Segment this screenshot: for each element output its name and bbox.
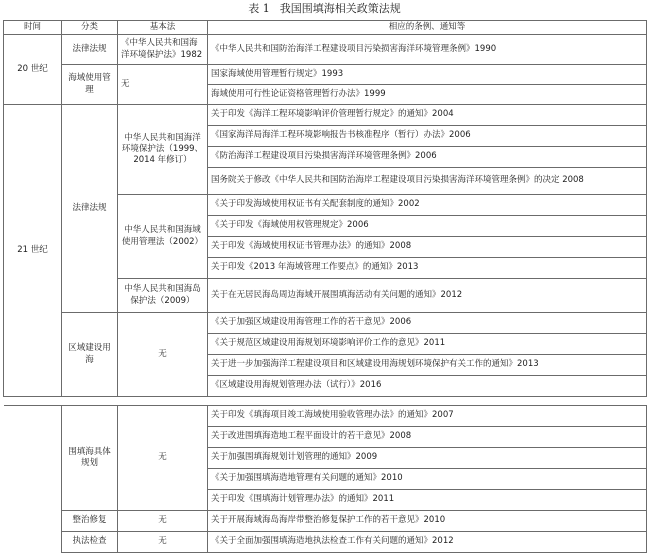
item-plan-4: 《关于加强围填海造地管理有关问题的通知》2010 [208,469,647,490]
header-items: 相应的条例、通知等 [208,21,647,35]
category-enforcement: 执法检查 [62,532,118,553]
item-use-2: 《关于印发《海域使用权管理规定》2006 [208,216,647,237]
item-island: 关于在无居民海岛周边海域开展围填海活动有关问题的通知》2012 [208,279,647,313]
time-20th: 20 世纪 [4,35,62,105]
item-env-4: 国务院关于修改《中华人民共和国防治海岸工程建设项目污染损害海洋环境管理条例》的决定 2008 [208,168,647,195]
table-row [4,313,647,334]
category-law-21: 法律法规 [62,105,118,313]
basic-enforcement: 无 [118,532,208,553]
item-env-1: 关于印发《海洋工程环境影响评价管理暂行规定》的通知》2004 [208,105,647,126]
item-regional-1: 《关于加强区域建设用海管理工作的若干意见》2006 [208,313,647,334]
item-env-2: 《国家海洋局海洋工程环境影响报告书核准程序（暂行）办法》2006 [208,126,647,147]
item-regional-4: 《区域建设用海规划管理办法（试行）》2016 [208,376,647,397]
item-regional-3: 关于进一步加强海洋工程建设项目和区域建设用海规划环境保护有关工作的通知》2013 [208,355,647,376]
basic-env-law: 中华人民共和国海洋环境保护法（1999、2014 年修订） [118,105,208,195]
item-plan-2: 关于改进围填海造地工程平面设计的若干意见》2008 [208,427,647,448]
basic-island-law: 中华人民共和国海岛保护法（2009） [118,279,208,313]
category-law-20: 法律法规 [62,35,118,65]
table-row [4,532,647,553]
item-use-4: 关于印发《2013 年海域管理工作要点》的通知》2013 [208,258,647,279]
category-planning: 围填海具体规划 [62,406,118,511]
table-row [4,406,647,427]
time-21st: 21 世纪 [4,105,62,397]
item-env-3: 《防治海洋工程建设项目污染损害海洋环境管理条例》2006 [208,147,647,168]
category-regional: 区域建设用海 [62,313,118,397]
item-plan-1: 关于印发《填海项目竣工海域使用验收管理办法》的通知》2007 [208,406,647,427]
basic-restoration: 无 [118,511,208,532]
header-basic-law: 基本法 [118,21,208,35]
item-20-law: 《中华人民共和国防治海洋工程建设项目污染损害海洋环境管理条例》1990 [208,35,647,65]
basic-regional: 无 [118,313,208,397]
item-regional-2: 《关于规范区域建设用海规划环境影响评价工作的意见》2011 [208,334,647,355]
category-sea-use-20: 海域使用管理 [62,65,118,105]
item-use-1: 《关于印发海域使用权证书有关配套制度的通知》2002 [208,195,647,216]
item-20-sea-2: 海域使用可行性论证资格管理暂行办法》1999 [208,85,647,105]
item-enforcement: 《关于全面加强围填海造地执法检查工作有关问题的通知》2012 [208,532,647,553]
table-number: 表 1 [248,2,270,15]
item-use-3: 关于印发《海域使用权证书管理办法》的通知》2008 [208,237,647,258]
table-row [4,105,647,126]
table-row [4,65,647,85]
basic-sea-use-20: 无 [118,65,208,105]
item-20-sea-1: 国家海域使用管理暂行规定》1993 [208,65,647,85]
table-title: 我国围填海相关政策法规 [279,2,401,15]
category-restoration: 整治修复 [62,511,118,532]
table-gap [4,397,647,406]
header-category: 分类 [62,21,118,35]
policy-table [3,20,647,553]
basic-sea-use-law: 中华人民共和国海域使用管理法（2002） [118,195,208,279]
table-row [4,35,647,65]
basic-planning: 无 [118,406,208,511]
item-restoration: 关于开展海域海岛海岸带整治修复保护工作的若干意见》2010 [208,511,647,532]
table-row [4,511,647,532]
item-plan-5: 关于印发《围填海计划管理办法》的通知》2011 [208,490,647,511]
header-time: 时间 [4,21,62,35]
table-caption [0,0,649,18]
basic-law-20: 《中华人民共和国海洋环境保护法》1982 [118,35,208,65]
item-plan-3: 关于加强围填海规划计划管理的通知》2009 [208,448,647,469]
header-row [4,21,647,35]
